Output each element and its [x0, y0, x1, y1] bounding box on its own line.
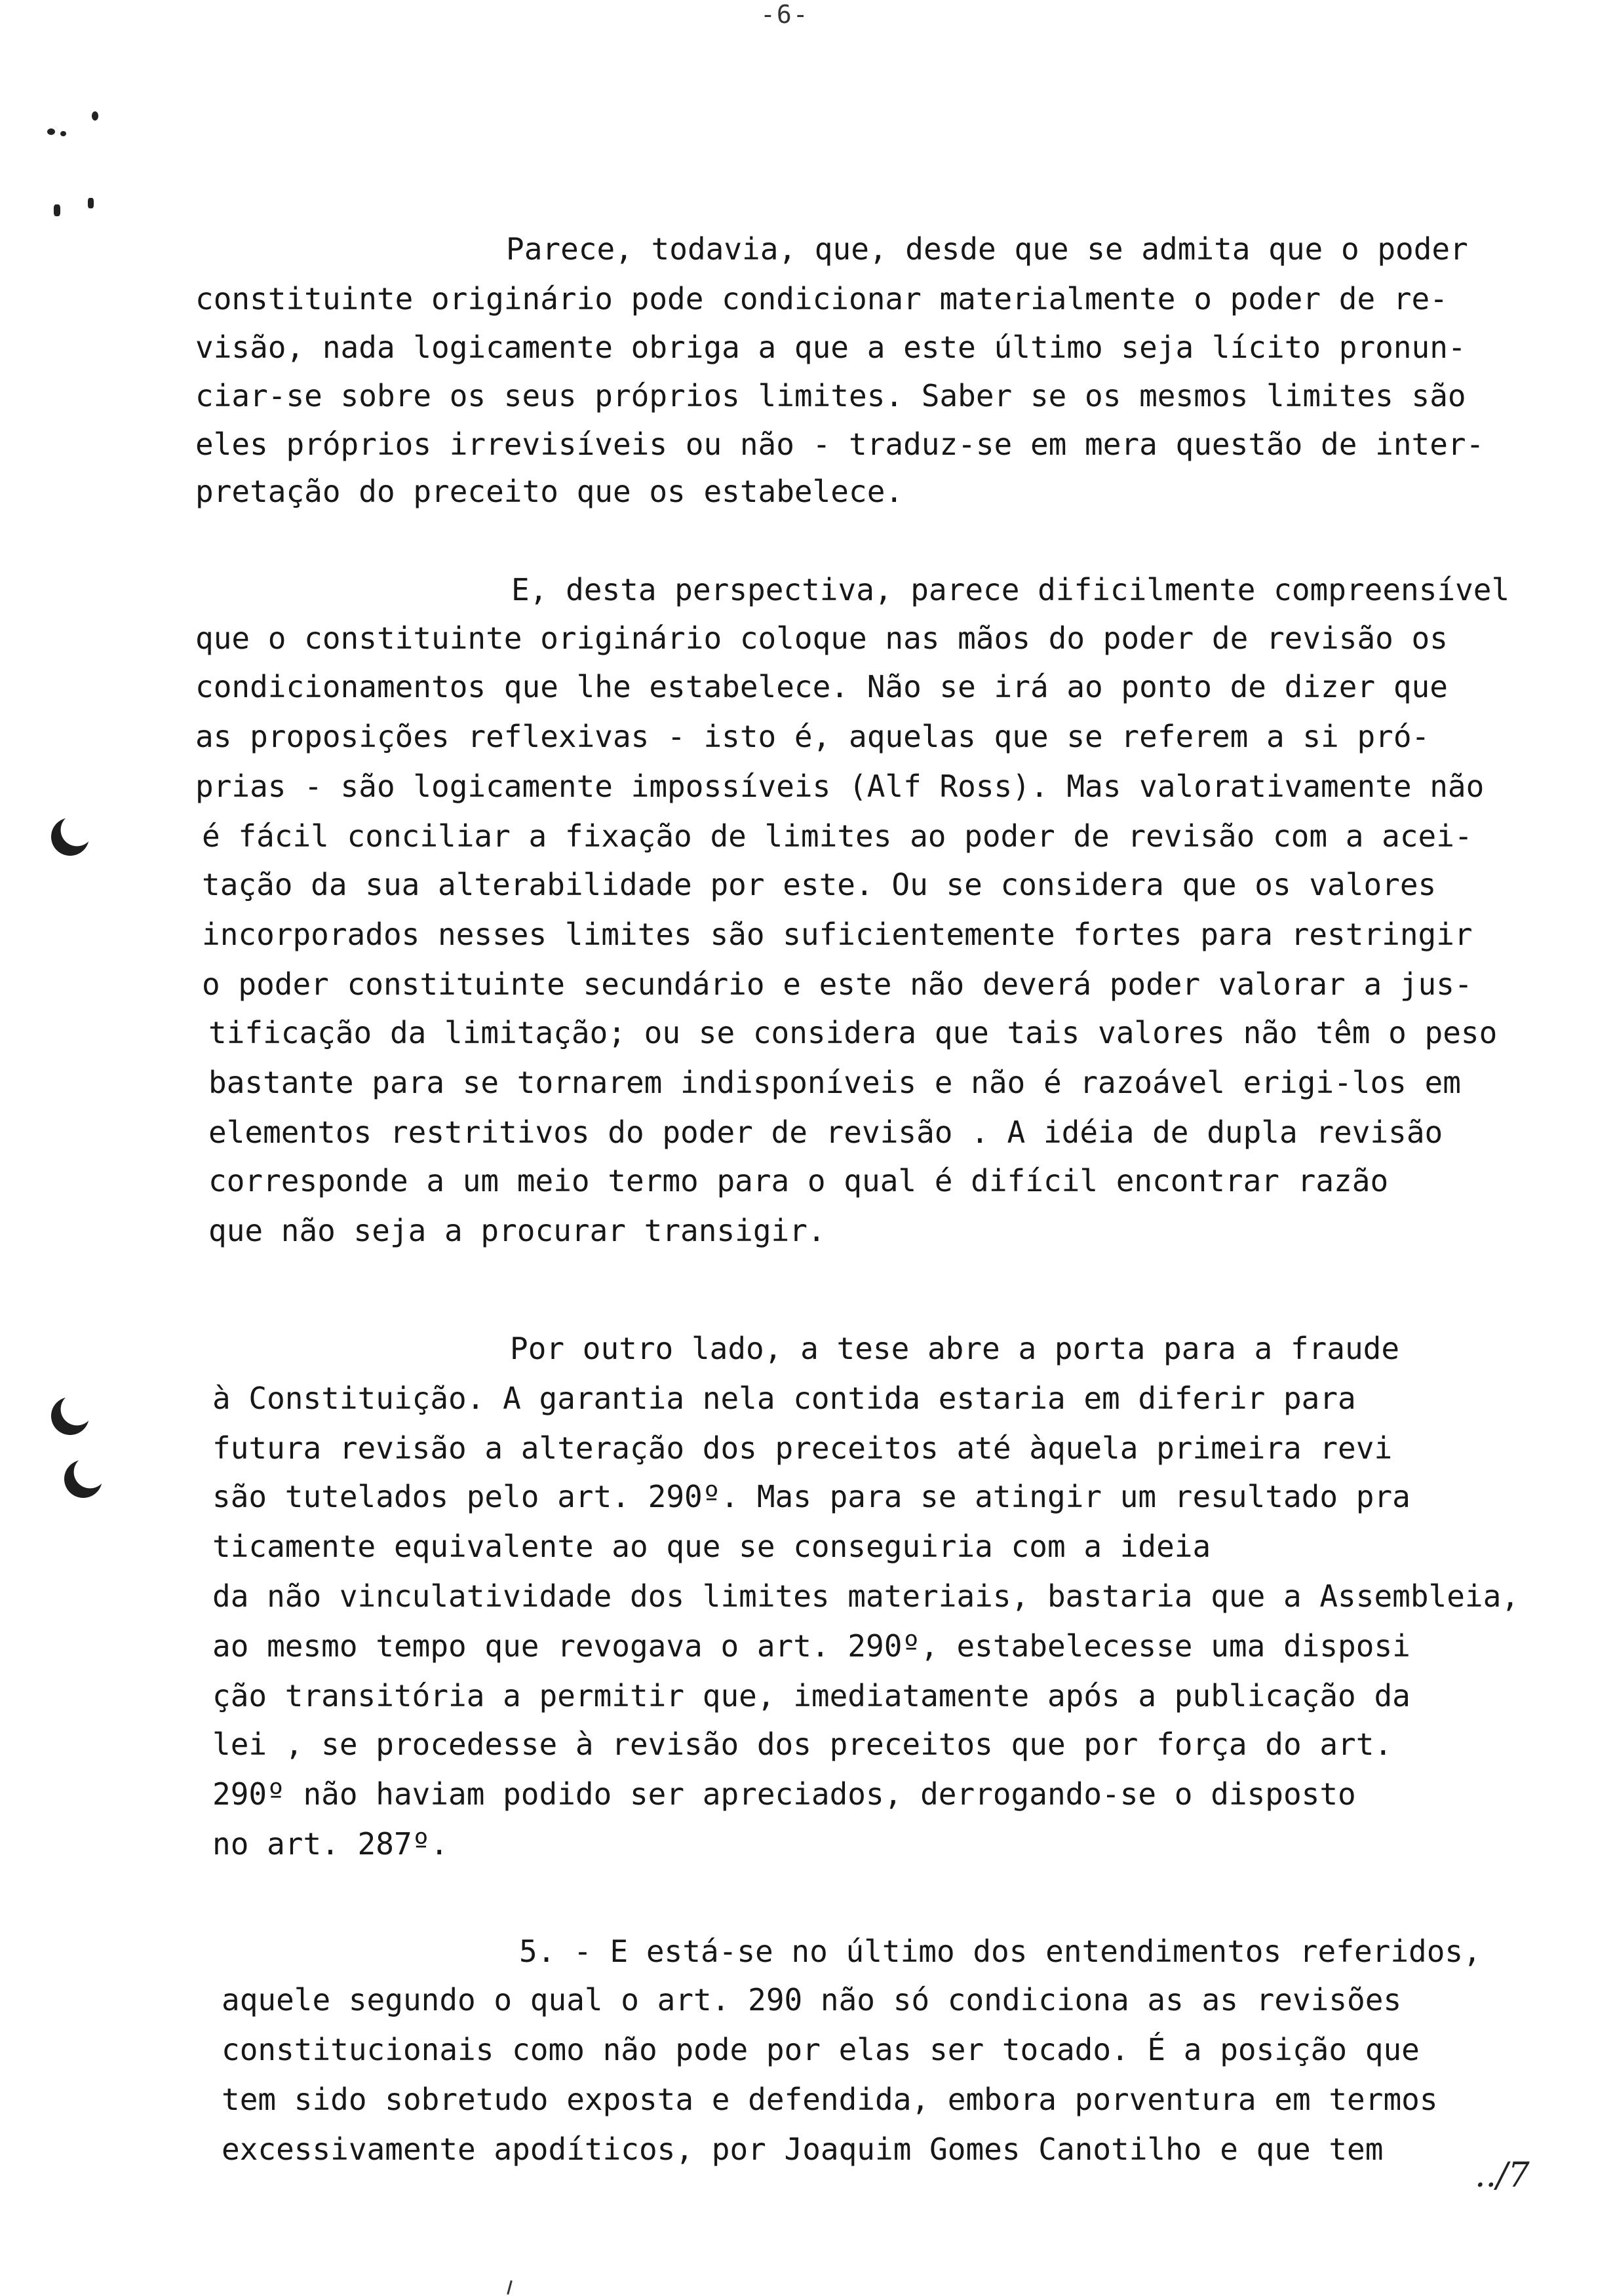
text-line: corresponde a um meio termo para o qual é difícil encontrar razão	[208, 1163, 1389, 1198]
text-line: à Constituição. A garantia nela contida estaria em diferir para	[212, 1381, 1356, 1416]
scan-speck	[60, 131, 66, 136]
text-line: da não vinculatividade dos limites materiais, bastaria que a Assembleia,	[212, 1578, 1519, 1614]
text-line: futura revisão a alteração dos preceitos até àquela primeira revi	[212, 1430, 1393, 1466]
page-number: -6-	[760, 0, 809, 29]
text-line: ção transitória a permitir que, imediatamente após a publicação da	[212, 1678, 1411, 1713]
text-line: elementos restritivos do poder de revisão . A idéia de dupla revisão	[208, 1115, 1443, 1150]
punch-hole	[51, 818, 89, 856]
text-line: aquele segundo o qual o art. 290 não só condiciona as as revisões	[222, 1982, 1402, 2018]
text-line: o poder constituinte secundário e este não deverá poder valorar a jus-	[202, 966, 1473, 1002]
text-line: é fácil conciliar a fixação de limites ao poder de revisão com a acei-	[202, 818, 1473, 854]
text-line: que o constituinte originário coloque nas mãos do poder de revisão os	[195, 621, 1448, 656]
text-line: constitucionais como não pode por elas ser tocado. É a posição que	[222, 2032, 1420, 2067]
text-line: ciar-se sobre os seus próprios limites. Saber se os mesmos limites são	[195, 378, 1466, 413]
text-line: no art. 287º.	[212, 1826, 449, 1862]
scan-speck	[88, 198, 94, 208]
punch-hole	[64, 1460, 102, 1498]
text-line: 5. - E está-se no último dos entendimentos referidos,	[519, 1934, 1481, 1969]
text-line: visão, nada logicamente obriga a que a este último seja lícito pronun-	[195, 330, 1466, 365]
scan-speck	[47, 128, 55, 135]
text-line: lei , se procedesse à revisão dos preceitos que por força do art.	[212, 1727, 1393, 1762]
text-line: E, desta perspectiva, parece dificilmente compreensível	[511, 572, 1510, 607]
scan-speck	[92, 111, 98, 121]
text-line: são tutelados pelo art. 290º. Mas para se atingir um resultado pra	[212, 1479, 1411, 1514]
text-line: as proposições reflexivas - isto é, aquelas que se referem a si pró-	[195, 719, 1430, 754]
punch-hole	[51, 1397, 89, 1435]
text-line: eles próprios irrevisíveis ou não - traduz-se em mera questão de inter-	[195, 427, 1485, 462]
scan-speck	[54, 204, 60, 216]
text-line: tificação da limitação; ou se considera que tais valores não têm o peso	[208, 1015, 1498, 1050]
text-line: Parece, todavia, que, desde que se admita que o poder	[506, 231, 1468, 267]
text-line: prias - são logicamente impossíveis (Alf Ross). Mas valorativamente não	[195, 769, 1485, 804]
scan-mark	[507, 2280, 513, 2295]
text-line: constituinte originário pode condicionar materialmente o poder de re-	[195, 281, 1448, 316]
text-line: tem sido sobretudo exposta e defendida, embora porventura em termos	[222, 2082, 1438, 2117]
text-line: que não seja a procurar transigir.	[208, 1213, 826, 1248]
text-line: ao mesmo tempo que revogava o art. 290º, estabelecesse uma disposi	[212, 1628, 1411, 1664]
text-line: incorporados nesses limites são suficientemente fortes para restringir	[202, 917, 1473, 952]
text-line: Por outro lado, a tese abre a porta para a fraude	[510, 1331, 1400, 1366]
text-line: excessivamente apodíticos, por Joaquim Gomes Canotilho e que tem	[222, 2132, 1384, 2167]
text-line: pretação do preceito que os estabelece.	[195, 474, 904, 509]
continuation-mark: ../7	[1475, 2156, 1530, 2195]
text-line: ticamente equivalente ao que se conseguiria com a ideia	[212, 1529, 1211, 1564]
text-line: tação da sua alterabilidade por este. Ou se considera que os valores	[202, 867, 1437, 902]
text-line: condicionamentos que lhe estabelece. Não se irá ao ponto de dizer que	[195, 669, 1448, 704]
text-line: 290º não haviam podido ser apreciados, derrogando-se o disposto	[212, 1776, 1356, 1812]
text-line: bastante para se tornarem indisponíveis e não é razoável erigi-los em	[208, 1065, 1461, 1100]
